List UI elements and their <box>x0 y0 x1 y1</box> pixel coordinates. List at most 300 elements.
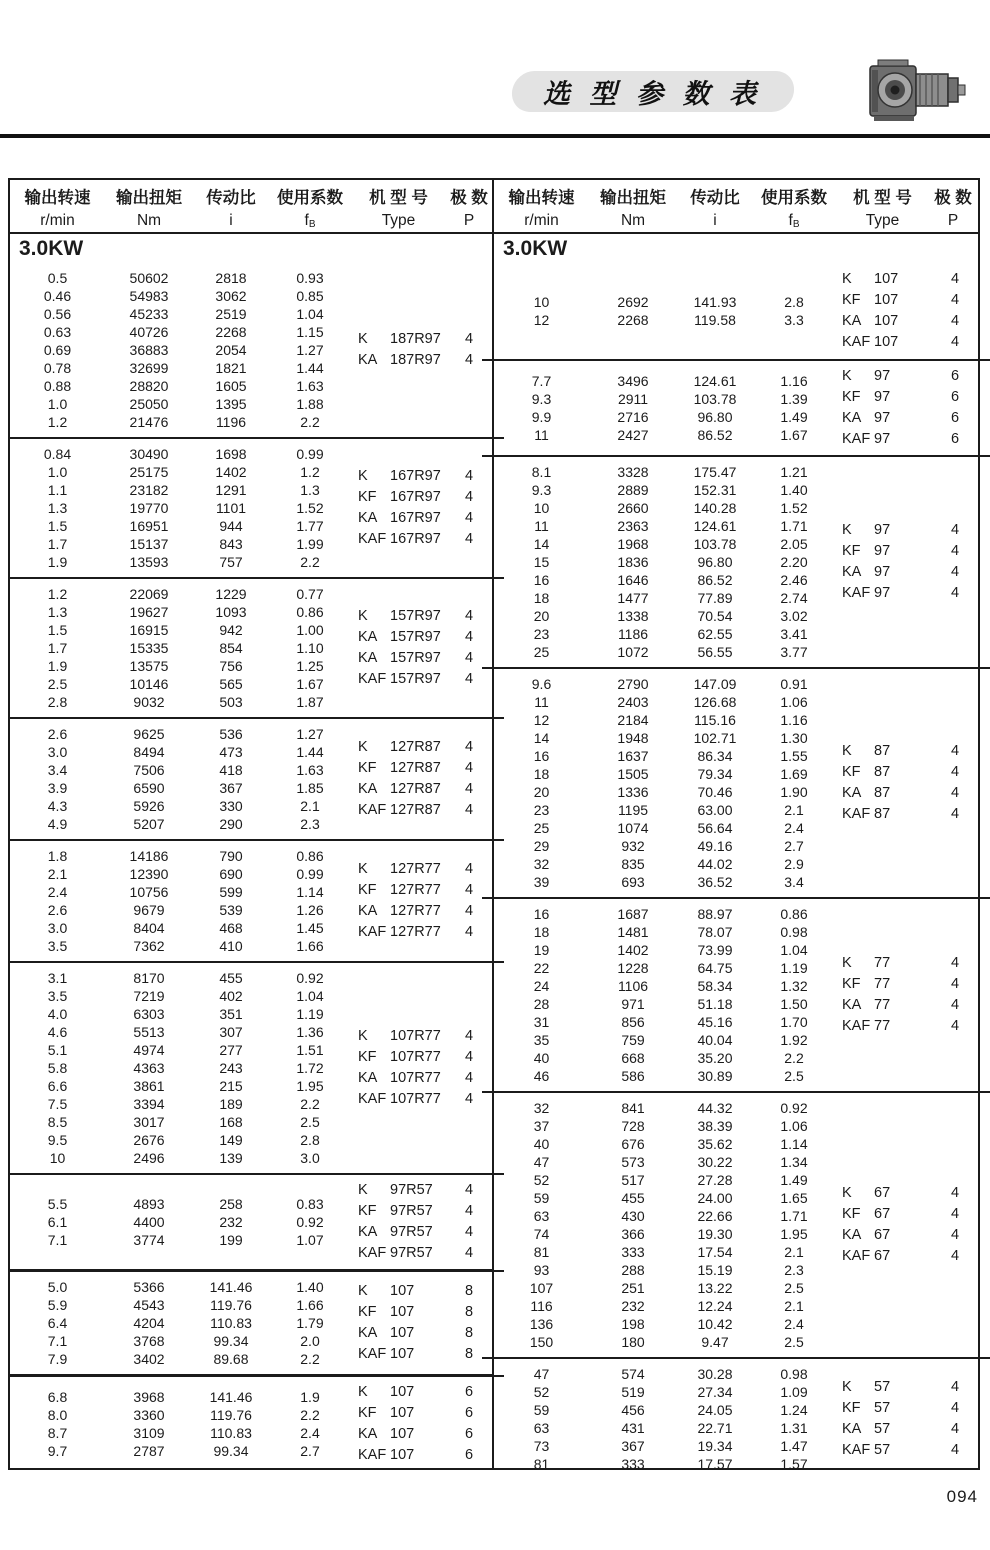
cell-ratio: 790 <box>219 848 243 864</box>
poles-value: 4 <box>950 1227 960 1243</box>
cell-speed: 20 <box>533 784 550 800</box>
type-row <box>351 1047 492 1068</box>
cell-speed: 24 <box>533 978 550 994</box>
cell-torque: 333 <box>621 1244 645 1260</box>
data-block <box>494 359 978 455</box>
cell-torque: 431 <box>621 1420 645 1436</box>
cell-speed: 8.7 <box>47 1424 68 1441</box>
data-block <box>10 1269 492 1374</box>
type-row <box>835 408 978 429</box>
cell-speed: 40 <box>533 1136 550 1152</box>
cell-torque: 6590 <box>133 780 165 796</box>
cell-speed: 2.1 <box>47 866 68 882</box>
cell-ratio: 141.46 <box>209 1279 253 1295</box>
cell-ratio: 1605 <box>215 378 247 394</box>
cell-service-factor: 1.49 <box>780 409 808 425</box>
cell-ratio: 139 <box>219 1150 243 1166</box>
cell-torque: 9032 <box>133 694 165 710</box>
cell-service-factor: 1.71 <box>780 1208 808 1224</box>
type-prefix: KF <box>358 760 377 776</box>
cell-torque: 25175 <box>129 464 169 480</box>
type-row <box>835 332 978 353</box>
cell-ratio: 22.71 <box>697 1420 733 1436</box>
type-model: 187R97 <box>390 331 441 347</box>
type-row <box>351 1281 492 1302</box>
unit-torque: Nm <box>136 212 162 229</box>
type-prefix: KA <box>358 1224 378 1240</box>
cell-service-factor: 1.40 <box>780 482 808 498</box>
type-prefix: K <box>842 955 852 971</box>
type-row <box>351 1302 492 1323</box>
cell-torque: 3109 <box>133 1424 165 1441</box>
cell-service-factor: 1.67 <box>296 676 324 692</box>
poles-value: 4 <box>464 1245 474 1261</box>
cell-torque: 3402 <box>133 1351 165 1367</box>
header-service-factor: 使用系数 <box>277 189 343 207</box>
cell-torque: 14186 <box>129 848 169 864</box>
cell-speed: 29 <box>533 838 550 854</box>
cell-ratio: 27.34 <box>697 1384 733 1400</box>
cell-service-factor: 1.00 <box>296 622 324 638</box>
type-prefix: KA <box>842 410 862 426</box>
cell-service-factor: 1.99 <box>296 536 324 552</box>
type-model: 167R97 <box>390 468 441 484</box>
cell-service-factor: 1.85 <box>296 780 324 796</box>
type-model: 77 <box>874 955 891 971</box>
cell-speed: 37 <box>533 1118 550 1134</box>
data-block <box>10 717 492 839</box>
cell-ratio: 38.39 <box>697 1118 733 1134</box>
cell-speed: 0.78 <box>43 360 72 376</box>
data-block <box>10 961 492 1173</box>
type-row <box>835 520 978 541</box>
cell-service-factor: 1.88 <box>296 396 324 412</box>
type-row <box>351 1026 492 1047</box>
cell-torque: 36883 <box>129 342 169 358</box>
cell-torque: 1228 <box>617 960 649 976</box>
cell-service-factor: 1.44 <box>296 744 324 760</box>
type-model: 107 <box>390 1346 415 1362</box>
block-list <box>10 263 492 1470</box>
cell-ratio: 307 <box>219 1024 243 1040</box>
type-prefix: KA <box>358 629 378 645</box>
cell-service-factor: 1.10 <box>296 640 324 656</box>
cell-speed: 0.63 <box>43 324 72 340</box>
cell-speed: 3.4 <box>47 762 68 778</box>
type-prefix: K <box>842 368 852 384</box>
type-prefix: KA <box>358 510 378 526</box>
cell-service-factor: 2.05 <box>780 536 808 552</box>
cell-torque: 573 <box>621 1154 645 1170</box>
cell-service-factor: 2.5 <box>784 1334 804 1350</box>
cell-service-factor: 1.2 <box>300 464 320 480</box>
cell-speed: 5.1 <box>47 1042 68 1058</box>
type-row <box>351 350 492 371</box>
type-model: 157R97 <box>390 650 441 666</box>
type-prefix: K <box>358 861 368 877</box>
cell-service-factor: 0.77 <box>296 586 324 602</box>
type-prefix: KF <box>358 1304 377 1320</box>
header-torque: 输出扭矩 <box>116 189 182 207</box>
type-row <box>835 741 978 762</box>
poles-value: 6 <box>950 368 960 384</box>
poles-value: 4 <box>464 468 474 484</box>
cell-speed: 5.5 <box>47 1196 68 1212</box>
cell-torque: 1106 <box>617 978 649 994</box>
poles-value: 4 <box>464 650 474 666</box>
type-row <box>351 669 492 690</box>
cell-torque: 2363 <box>617 518 649 534</box>
cell-ratio: 503 <box>219 694 243 710</box>
cell-service-factor: 1.25 <box>296 658 324 674</box>
type-model: 67 <box>874 1206 891 1222</box>
cell-torque: 4543 <box>133 1297 165 1313</box>
cell-speed: 10 <box>533 294 550 310</box>
type-model: 87 <box>874 785 891 801</box>
type-row <box>351 1068 492 1089</box>
type-row <box>351 627 492 648</box>
cell-ratio: 152.31 <box>693 482 737 498</box>
cell-service-factor: 0.85 <box>296 288 324 304</box>
poles-value: 4 <box>950 334 960 350</box>
cell-torque: 3496 <box>617 373 649 389</box>
cell-torque: 4400 <box>133 1214 165 1230</box>
cell-torque: 2184 <box>617 712 649 728</box>
cell-torque: 2889 <box>617 482 649 498</box>
cell-ratio: 79.34 <box>697 766 733 782</box>
type-prefix: K <box>358 1182 368 1198</box>
data-block <box>10 437 492 577</box>
type-model: 107 <box>874 292 899 308</box>
cell-ratio: 119.76 <box>210 1406 252 1423</box>
poles-value: 4 <box>464 629 474 645</box>
type-row <box>835 783 978 804</box>
cell-torque: 1186 <box>617 626 649 642</box>
cell-service-factor: 1.52 <box>780 500 808 516</box>
cell-torque: 12390 <box>129 866 169 882</box>
poles-value: 4 <box>464 1070 474 1086</box>
cell-speed: 107 <box>529 1280 554 1296</box>
type-prefix: KF <box>842 1400 861 1416</box>
cell-speed: 3.1 <box>47 970 68 986</box>
cell-speed: 3.0 <box>47 744 68 760</box>
cell-torque: 232 <box>621 1298 645 1314</box>
cell-ratio: 103.78 <box>693 536 737 552</box>
poles-value: 4 <box>950 1421 960 1437</box>
cell-ratio: 35.20 <box>697 1050 733 1066</box>
cell-ratio: 24.00 <box>697 1190 733 1206</box>
type-list <box>835 1359 978 1479</box>
poles-value: 4 <box>950 585 960 601</box>
type-row <box>351 1403 492 1424</box>
cell-torque: 7506 <box>133 762 165 778</box>
cell-service-factor: 1.30 <box>780 730 808 746</box>
type-prefix: KAF <box>358 531 387 547</box>
cell-speed: 20 <box>533 608 550 624</box>
cell-ratio: 70.46 <box>697 784 733 800</box>
cell-service-factor: 0.86 <box>296 604 324 620</box>
cell-speed: 6.6 <box>47 1078 68 1094</box>
cell-service-factor: 1.21 <box>780 464 808 480</box>
type-model: 167R97 <box>390 489 441 505</box>
type-prefix: K <box>358 608 368 624</box>
cell-service-factor: 1.16 <box>780 373 808 389</box>
poles-value: 4 <box>950 1379 960 1395</box>
unit-ratio: i <box>713 212 717 229</box>
type-row <box>835 1419 978 1440</box>
cell-ratio: 418 <box>219 762 243 778</box>
type-row <box>351 737 492 758</box>
poles-value: 4 <box>950 564 960 580</box>
poles-value: 8 <box>464 1325 474 1341</box>
cell-torque: 5926 <box>133 798 165 814</box>
cell-service-factor: 2.5 <box>784 1280 804 1296</box>
cell-torque: 4363 <box>133 1060 165 1076</box>
type-prefix: K <box>842 1379 852 1395</box>
poles-value: 4 <box>464 510 474 526</box>
power-section-label: 3.0KW <box>19 237 84 260</box>
cell-torque: 517 <box>621 1172 645 1188</box>
cell-torque: 2660 <box>617 500 649 516</box>
cell-service-factor: 3.3 <box>784 312 804 328</box>
cell-torque: 366 <box>621 1226 645 1242</box>
type-prefix: KAF <box>358 1346 387 1362</box>
cell-speed: 3.5 <box>47 988 68 1004</box>
column-header <box>494 180 978 234</box>
type-list <box>351 263 492 437</box>
cell-ratio: 1229 <box>215 586 247 602</box>
type-model: 57 <box>874 1442 891 1458</box>
cell-speed: 7.9 <box>47 1351 68 1367</box>
cell-service-factor: 1.79 <box>296 1315 324 1331</box>
cell-ratio: 126.68 <box>693 694 737 710</box>
cell-ratio: 1101 <box>215 500 247 516</box>
cell-torque: 1477 <box>617 590 649 606</box>
cell-torque: 9625 <box>133 726 165 742</box>
cell-service-factor: 3.4 <box>784 874 804 890</box>
cell-torque: 7219 <box>133 988 165 1004</box>
cell-ratio: 27.28 <box>697 1172 733 1188</box>
cell-torque: 288 <box>621 1262 645 1278</box>
cell-torque: 251 <box>621 1280 645 1296</box>
type-row <box>351 1344 492 1365</box>
cell-ratio: 1821 <box>215 360 247 376</box>
poles-value: 4 <box>950 292 960 308</box>
poles-value: 4 <box>464 352 474 368</box>
cell-speed: 14 <box>533 730 550 746</box>
header-torque: 输出扭矩 <box>600 189 666 207</box>
type-prefix: KAF <box>358 1245 387 1261</box>
cell-service-factor: 2.7 <box>300 1442 320 1459</box>
cell-ratio: 30.22 <box>697 1154 733 1170</box>
type-row <box>835 541 978 562</box>
cell-torque: 759 <box>621 1032 645 1048</box>
cell-service-factor: 1.57 <box>780 1456 808 1472</box>
cell-speed: 16 <box>533 906 550 922</box>
type-row <box>835 995 978 1016</box>
cell-torque: 30490 <box>129 446 169 462</box>
poles-value: 4 <box>464 1049 474 1065</box>
unit-poles: P <box>463 212 475 229</box>
cell-service-factor: 1.50 <box>780 996 808 1012</box>
cell-speed: 9.6 <box>531 676 552 692</box>
cell-speed: 81 <box>533 1456 550 1472</box>
type-model: 127R77 <box>390 903 441 919</box>
cell-torque: 1836 <box>617 554 649 570</box>
cell-speed: 25 <box>533 644 550 660</box>
cell-ratio: 189 <box>219 1096 243 1112</box>
type-prefix: K <box>358 739 368 755</box>
header-type: 机 型 号 <box>369 189 428 207</box>
type-prefix: KF <box>842 976 861 992</box>
cell-torque: 835 <box>621 856 645 872</box>
cell-torque: 15137 <box>129 536 169 552</box>
unit-fb-main: f <box>788 212 793 229</box>
poles-value: 4 <box>464 781 474 797</box>
cell-torque: 2268 <box>617 312 649 328</box>
poles-value: 8 <box>464 1283 474 1299</box>
type-prefix: KF <box>358 1404 377 1421</box>
type-row <box>351 329 492 350</box>
cell-service-factor: 0.98 <box>780 924 808 940</box>
cell-torque: 40726 <box>129 324 169 340</box>
type-prefix: KA <box>358 781 378 797</box>
cell-torque: 9679 <box>133 902 165 918</box>
cell-service-factor: 1.19 <box>296 1006 324 1022</box>
cell-speed: 59 <box>533 1402 550 1418</box>
cell-service-factor: 2.5 <box>784 1068 804 1084</box>
type-row <box>351 1424 492 1445</box>
type-model: 87 <box>874 806 891 822</box>
cell-ratio: 168 <box>219 1114 243 1130</box>
type-model: 107 <box>390 1283 415 1299</box>
cell-speed: 2.6 <box>47 726 68 742</box>
cell-speed: 10 <box>533 500 550 516</box>
type-prefix: KA <box>842 1421 862 1437</box>
type-prefix: KAF <box>358 924 387 940</box>
cell-torque: 3968 <box>133 1388 165 1405</box>
cell-speed: 0.88 <box>43 378 72 394</box>
type-row <box>835 429 978 450</box>
type-list <box>351 963 492 1173</box>
cell-torque: 1687 <box>617 906 649 922</box>
cell-ratio: 756 <box>219 658 243 674</box>
cell-service-factor: 1.14 <box>296 884 324 900</box>
type-model: 97 <box>874 410 891 426</box>
type-model: 107R77 <box>390 1028 441 1044</box>
poles-value: 4 <box>950 785 960 801</box>
type-model: 127R87 <box>390 739 441 755</box>
type-row <box>835 269 978 290</box>
cell-torque: 50602 <box>129 270 169 286</box>
cell-service-factor: 2.9 <box>784 856 804 872</box>
type-model: 127R77 <box>390 924 441 940</box>
cell-service-factor: 1.95 <box>296 1078 324 1094</box>
cell-service-factor: 1.3 <box>300 482 320 498</box>
type-model: 97R57 <box>390 1182 433 1198</box>
cell-speed: 81 <box>533 1244 550 1260</box>
type-row <box>351 1180 492 1201</box>
cell-speed: 18 <box>533 766 550 782</box>
cell-speed: 1.7 <box>47 536 68 552</box>
cell-torque: 5207 <box>133 816 165 832</box>
cell-ratio: 410 <box>219 938 243 954</box>
type-model: 77 <box>874 1018 891 1034</box>
type-prefix: KAF <box>842 1248 871 1264</box>
cell-speed: 1.2 <box>47 586 68 602</box>
gear-motor-image <box>868 58 968 124</box>
cell-service-factor: 1.36 <box>296 1024 324 1040</box>
type-prefix: KA <box>358 650 378 666</box>
cell-speed: 11 <box>534 694 549 710</box>
cell-service-factor: 1.27 <box>296 342 324 358</box>
cell-ratio: 141.46 <box>209 1388 253 1405</box>
cell-speed: 16 <box>533 748 550 764</box>
type-row <box>835 562 978 583</box>
cell-ratio: 56.64 <box>697 820 733 836</box>
type-row <box>351 1382 492 1403</box>
cell-service-factor: 2.4 <box>784 1316 804 1332</box>
cell-speed: 47 <box>533 1154 550 1170</box>
header-ratio: 传动比 <box>690 189 740 207</box>
cell-ratio: 86.34 <box>697 748 733 764</box>
type-model: 107 <box>874 271 899 287</box>
cell-speed: 63 <box>533 1420 550 1436</box>
cell-torque: 8170 <box>133 970 165 986</box>
cell-service-factor: 3.77 <box>780 644 808 660</box>
cell-torque: 1074 <box>617 820 649 836</box>
poles-value: 4 <box>950 313 960 329</box>
cell-torque: 5366 <box>133 1279 165 1295</box>
poles-value: 4 <box>464 1203 474 1219</box>
type-prefix: KA <box>358 352 378 368</box>
cell-speed: 116 <box>530 1298 553 1314</box>
cell-service-factor: 2.2 <box>784 1050 804 1066</box>
cell-ratio: 119.76 <box>210 1297 252 1313</box>
cell-speed: 59 <box>533 1190 550 1206</box>
cell-ratio: 12.24 <box>697 1298 733 1314</box>
cell-ratio: 110.83 <box>210 1315 252 1331</box>
cell-service-factor: 2.2 <box>300 1351 320 1367</box>
cell-service-factor: 1.06 <box>780 694 808 710</box>
page-title-banner <box>508 71 797 112</box>
poles-value: 4 <box>950 997 960 1013</box>
type-prefix: KAF <box>842 431 871 447</box>
poles-value: 4 <box>950 1248 960 1264</box>
cell-service-factor: 0.98 <box>780 1366 808 1382</box>
cell-ratio: 19.30 <box>697 1226 733 1242</box>
poles-value: 4 <box>950 522 960 538</box>
type-list <box>835 899 978 1091</box>
data-block <box>10 1173 492 1269</box>
cell-speed: 0.84 <box>43 446 72 462</box>
cell-speed: 9.3 <box>531 391 552 407</box>
cell-torque: 45233 <box>129 306 169 322</box>
cell-ratio: 124.61 <box>693 373 737 389</box>
type-row <box>835 290 978 311</box>
type-prefix: KF <box>358 1203 377 1219</box>
data-block <box>10 577 492 717</box>
type-row <box>835 366 978 387</box>
type-row <box>351 648 492 669</box>
cell-service-factor: 1.16 <box>780 712 808 728</box>
cell-ratio: 1291 <box>215 482 247 498</box>
cell-speed: 9.3 <box>531 482 552 498</box>
cell-torque: 430 <box>621 1208 645 1224</box>
type-row <box>351 1243 492 1264</box>
cell-speed: 4.9 <box>47 816 68 832</box>
cell-service-factor: 1.24 <box>780 1402 808 1418</box>
